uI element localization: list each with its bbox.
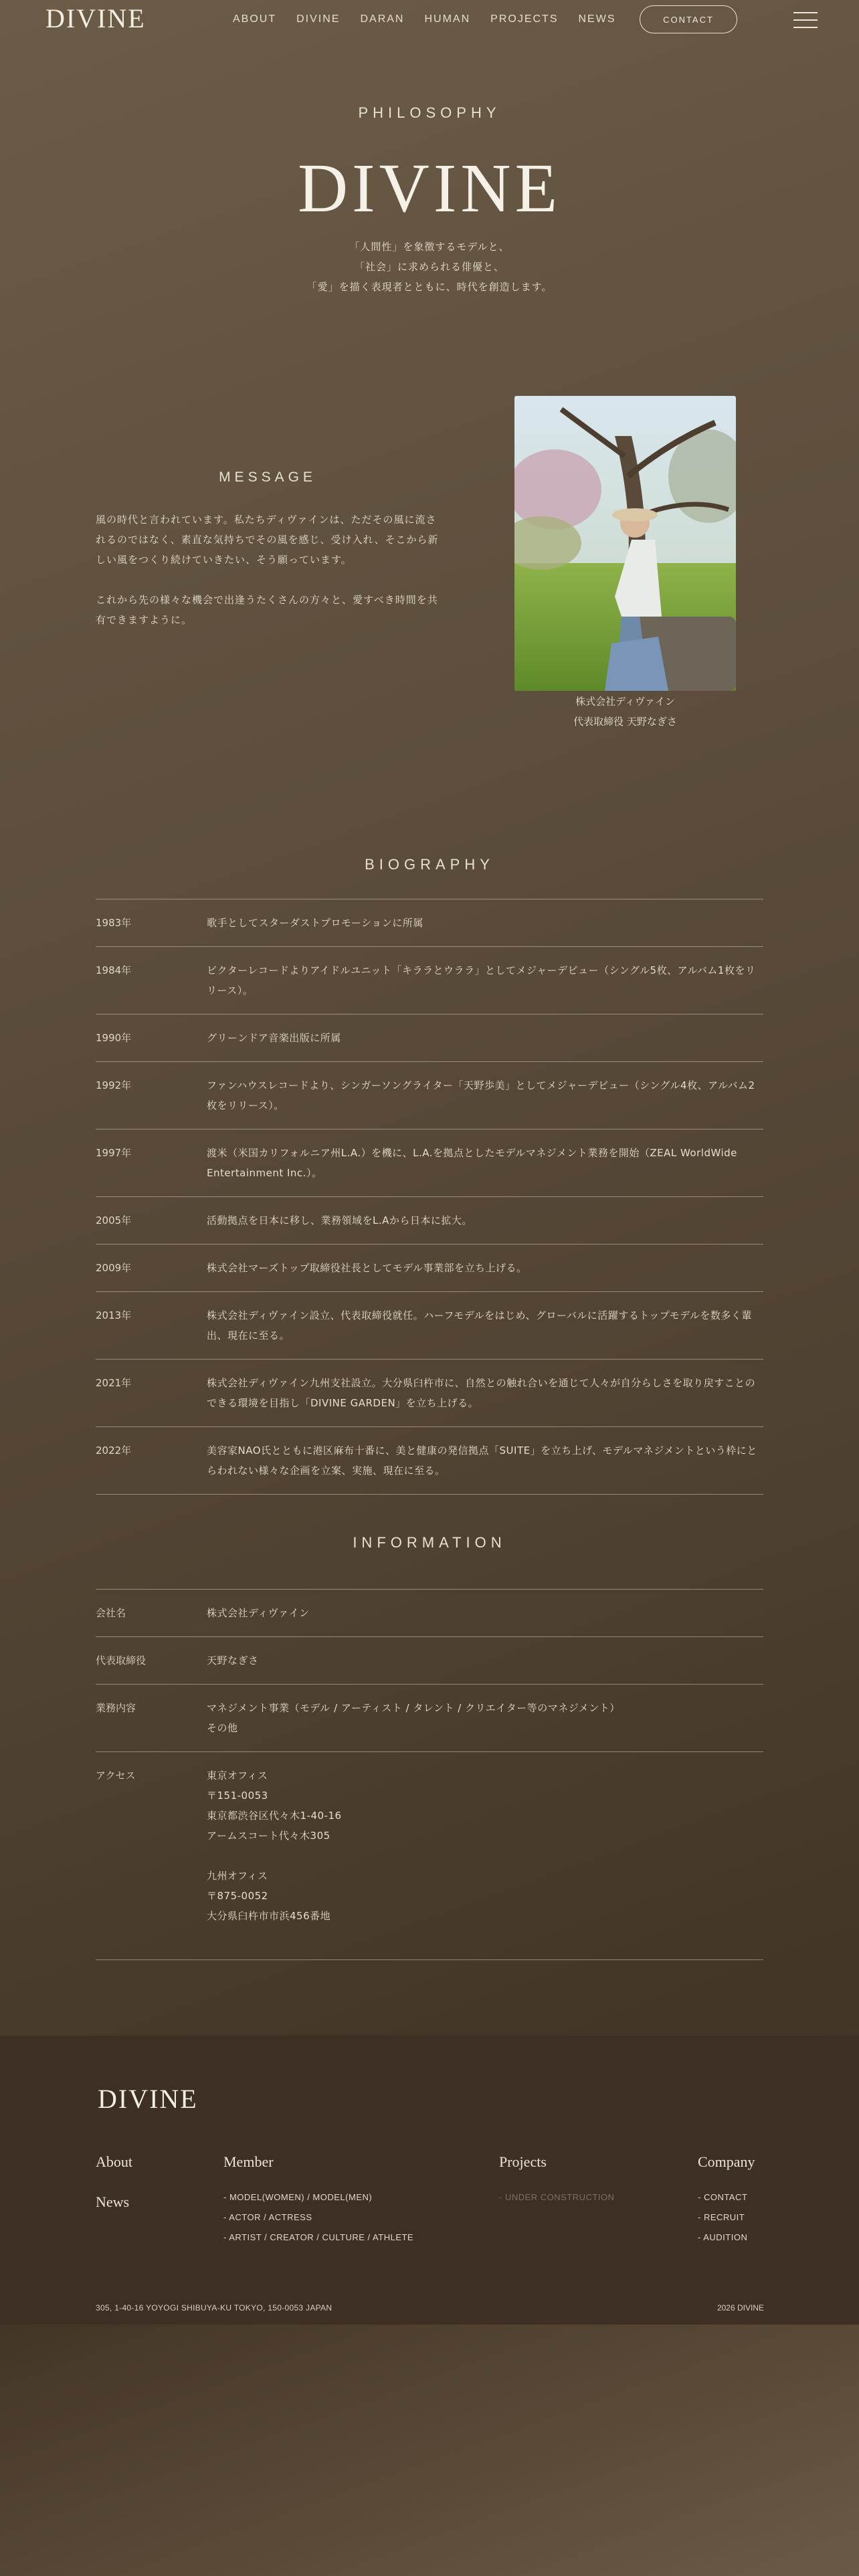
footer-member-links [223,2187,413,2248]
footer-link[interactable]: - AUDITION [698,2232,748,2242]
table-row [96,1427,763,1495]
main-nav [233,13,616,25]
message-paragraph: 風の時代と言われています。私たちディヴァインは、ただその風に流されるのではなく、素直な気持ちでその風を感じ、受け入れ、そこから新しい風をつくり続けていきたい、そう願っています。 [96,514,439,566]
portrait-caption [514,691,736,732]
table-row [96,1245,763,1292]
information-title: INFORMATION [353,1534,506,1551]
philosophy-line: 「人間性」を象徴するモデルと、 [349,241,510,253]
footer-heading-company[interactable]: Company [698,2153,755,2170]
biography-table [96,899,763,1495]
bio-year: 2009年 [96,1262,132,1274]
bio-text: 歌手としてスターダストプロモーションに所属 [207,917,423,929]
footer-link-disabled: - UNDER CONSTRUCTION [499,2192,615,2202]
info-value: 〒151-0053 [207,1790,268,1802]
site-footer [0,2036,859,2325]
bio-text: 株式会社ディヴァイン設立、代表取締役就任。ハーフモデルをはじめ、グローバルに活躍するトップモデルを数多く輩出、現在に至る。 [207,1309,752,1341]
nav-link-daran[interactable]: DARAN [360,13,405,25]
bio-text: ファンハウスレコードより、シンガーソングライター「天野歩美」としてメジャーデビュー（シングル4枚、アルバム2枚をリリース）。 [207,1079,755,1111]
bio-text: 渡米（米国カリフォルニア州L.A.）を機に、L.A.を拠点としたモデルマネジメント業務を開始（ZEAL WorldWide Entertainment Inc.）。 [207,1147,737,1179]
company-name: 株式会社ディヴァイン [575,695,675,708]
bio-text: グリーンドア音楽出版に所属 [207,1032,341,1044]
bio-text: 活動拠点を日本に移し、業務領域をL.Aから日本に拡大。 [207,1214,472,1226]
info-value: 株式会社ディヴァイン [207,1607,310,1619]
info-value: アームスコート代々木305 [207,1830,330,1842]
bio-year: 1983年 [96,917,132,929]
info-key: 代表取締役 [96,1654,147,1667]
footer-logo[interactable]: DIVINE [98,2084,198,2114]
footer-link[interactable]: - ACTOR / ACTRESS [223,2212,312,2222]
info-value: 九州オフィス [207,1870,268,1882]
contact-button[interactable]: CONTACT [640,5,737,33]
footer-company-links [698,2187,747,2248]
hero-title: DIVINE [297,150,562,227]
bio-year: 1984年 [96,964,132,976]
footer-projects-links [499,2187,615,2208]
table-row [96,1130,763,1197]
bio-year: 1997年 [96,1147,132,1159]
table-row [96,947,763,1014]
nav-link-human[interactable]: HUMAN [424,13,471,25]
info-value: マネジメント事業（モデル / アーティスト / タレント / クリエイター等のマネジメント） [207,1702,620,1714]
bio-text: 株式会社マーズトップ取締役社長としてモデル事業部を立ち上げる。 [207,1262,527,1274]
philosophy-line: 「愛」を描く表現者とともに、時代を創造します。 [306,281,553,293]
footer-link[interactable]: - RECRUIT [698,2212,745,2222]
table-row [96,1590,763,1637]
info-key: 会社名 [96,1607,126,1619]
bio-year: 2013年 [96,1309,132,1321]
ceo-portrait-photo [514,396,736,691]
info-value: 〒875-0052 [207,1890,268,1902]
info-value: 東京都渋谷区代々木1-40-16 [207,1810,342,1822]
bio-year: 1992年 [96,1079,132,1091]
footer-link[interactable]: - CONTACT [698,2192,748,2202]
bio-year: 1990年 [96,1032,132,1044]
table-row [96,1197,763,1245]
bio-text: ビクターレコードよりアイドルユニット「キララとウララ」としてメジャーデビュー（シングル5枚、アルバム1枚をリリース）。 [207,964,756,996]
footer-link-news[interactable]: News [96,2193,130,2210]
info-key: アクセス [96,1769,136,1782]
site-header [0,0,859,40]
hamburger-icon[interactable] [793,12,818,28]
nav-link-news[interactable]: NEWS [578,13,616,25]
ceo-name: 代表取締役 天野なぎさ [573,716,677,728]
footer-copyright: 2026 DIVINE [717,2303,764,2313]
nav-link-divine[interactable]: DIVINE [296,13,341,25]
information-table [96,1589,763,1960]
bio-text: 美容家NAO氏とともに港区麻布十番に、美と健康の発信拠点「SUITE」を立ち上げ、モデルマネジメントという枠にとらわれない様々な企画を立案、実施、現在に至る。 [207,1444,757,1477]
biography-title: BIOGRAPHY [365,856,494,873]
bio-year: 2005年 [96,1214,132,1226]
table-row [96,899,763,947]
footer-link[interactable]: - MODEL(WOMEN) / MODEL(MEN) [223,2192,373,2202]
message-text [96,510,445,630]
table-row [96,1014,763,1062]
footer-link[interactable]: - ARTIST / CREATOR / CULTURE / ATHLETE [223,2232,414,2242]
info-value: 大分県臼杵市市浜456番地 [207,1910,331,1922]
nav-link-projects[interactable]: PROJECTS [490,13,559,25]
footer-address: 305, 1-40-16 YOYOGI SHIBUYA-KU TOKYO, 150-0053 JAPAN [96,2303,332,2313]
table-row [96,1062,763,1130]
bio-year: 2021年 [96,1377,132,1389]
info-value: 東京オフィス [207,1769,268,1782]
table-row [96,1360,763,1427]
footer-heading-projects[interactable]: Projects [499,2153,547,2170]
table-row [96,1752,763,1960]
bio-text: 株式会社ディヴァイン九州支社設立。大分県臼杵市に、自然との触れ合いを通じて人々が自分らしさを取り戻すことのできる環境を目指し「DIVINE GARDEN」を立ち上げる。 [207,1377,756,1409]
header-logo[interactable]: DIVINE [45,3,146,33]
bio-year: 2022年 [96,1444,132,1457]
philosophy-label: PHILOSOPHY [358,104,501,121]
info-key: 業務内容 [96,1702,136,1714]
philosophy-text [0,237,859,297]
message-paragraph: これから先の様々な機会で出逢うたくさんの方々と、愛すべき時間を共有できますように。 [96,594,438,626]
philosophy-line: 「社会」に求められる俳優と、 [354,261,504,273]
table-row [96,1685,763,1752]
message-title: MESSAGE [219,469,316,485]
info-value: その他 [207,1722,238,1734]
footer-heading-member[interactable]: Member [223,2153,274,2170]
nav-link-about[interactable]: ABOUT [233,13,277,25]
info-value: 天野なぎさ [207,1654,259,1667]
footer-link-about[interactable]: About [96,2153,132,2170]
table-row [96,1292,763,1360]
table-row [96,1637,763,1685]
